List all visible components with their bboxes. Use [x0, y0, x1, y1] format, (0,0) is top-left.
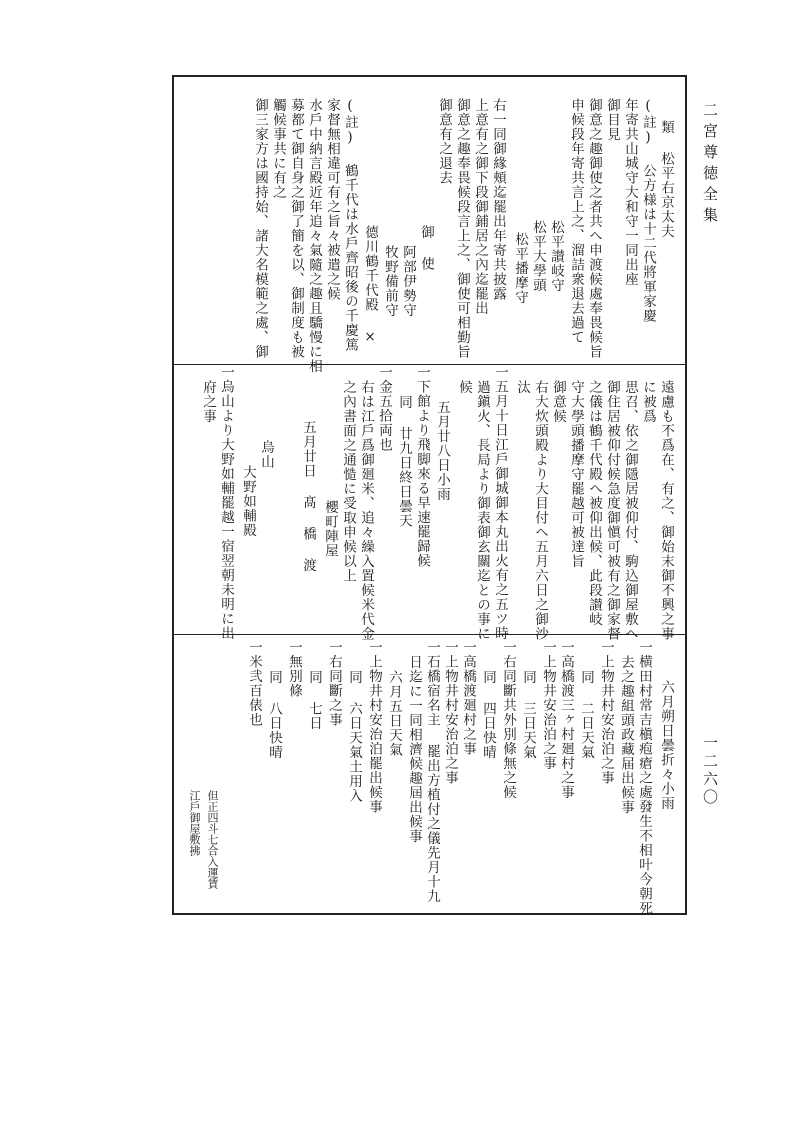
text-column: 同 三日天氣	[520, 670, 536, 760]
text-column: 櫻町陣屋	[322, 500, 338, 558]
text-column: 申候段年寄共言上之、溜詰衆退去過て	[568, 98, 584, 345]
text-column: 府之事	[200, 380, 216, 424]
text-column: 同 六日天氣土用入	[346, 670, 362, 803]
text-column: 一横田村常吉槇疱瘡之處發生不相叶今朝死	[636, 640, 652, 916]
text-column: 家督無相違可有之旨々被遣之候	[324, 98, 340, 301]
text-column: 御 使	[418, 225, 434, 271]
text-column: 守大學頭播摩守罷越可被達旨	[568, 380, 584, 569]
text-column: 阿部伊勢守	[400, 245, 416, 318]
text-column: 水戶中納言殿近年追々氣隨之趣且驕慢に相	[306, 98, 322, 374]
text-column: 募都て御自身之御了簡を以、御制度も被	[288, 98, 304, 359]
text-column: 上意有之御下段御鋪居之內迄罷出	[472, 98, 488, 316]
text-column: 一上物井村安治泊之事	[442, 640, 458, 785]
text-column: 汰	[514, 380, 530, 395]
text-column: 一下館より飛脚來る早速罷歸候	[414, 365, 430, 568]
text-column: 一上物井安治泊之事	[540, 640, 556, 771]
text-column: 一烏山より大野如輔罷越一宿翌朝未明に出	[218, 365, 234, 641]
text-column: 御目見	[604, 98, 620, 142]
text-column: 御意候	[550, 380, 566, 424]
text-column: 御住居被仰付候急度御愼可被有之御家督	[604, 380, 620, 641]
text-column: 一無別條	[286, 640, 302, 698]
text-column: 六月朔日曇折々小雨	[658, 680, 674, 811]
text-column: (註) 公方様は十二代將軍家慶	[640, 98, 656, 323]
text-column: 大野如輔殿	[240, 465, 256, 538]
text-column: 一金五拾両也	[376, 365, 392, 452]
text-column: 同 廿九日終日曇天	[396, 395, 412, 528]
text-column: 日迄に一同相濟候趣屆出候事	[406, 655, 422, 844]
text-column: 一上物井村安治泊之事	[598, 640, 614, 785]
text-column: 遠慮も不爲在、有之、御始末御不興之事	[658, 380, 674, 641]
text-column: 御意之趣御使之者共へ申渡候處奉畏候旨	[586, 98, 602, 359]
text-column: 之內書面之通慥に受取申候以上	[340, 380, 356, 583]
text-column: 六月五日天氣	[386, 670, 402, 757]
text-column: 一上物井村安治泊罷出候事	[366, 640, 382, 814]
text-column: 同 七日	[306, 670, 322, 731]
text-column: 年寄共山城守大和守一同出座	[622, 98, 638, 287]
text-column: 思召、依之御隱居被仰付、駒込御屋敷へ	[622, 380, 638, 641]
text-column: (註) 鶴千代は水戶齊昭後の千慶篤	[342, 98, 358, 352]
text-column: 右は江戶爲御廻米、追々繰入置候米代金	[358, 380, 374, 641]
text-column: 一米弐百俵也	[246, 640, 262, 727]
text-column: 右大炊頭殿より大目付へ五月六日之御沙	[532, 380, 548, 641]
text-column: 同 四日快晴	[480, 670, 496, 760]
text-column: 一石橋宿名主 罷出方植付之儀先月十九	[424, 640, 440, 904]
price-note-line-1: 但正四斗七合入運賃	[206, 790, 219, 889]
text-column: 同 八日快晴	[266, 670, 282, 760]
text-column: 一高橋渡廻村之事	[460, 640, 476, 756]
text-column: 御意之趣奉畏候段言上之、御使可相勤旨	[454, 98, 470, 359]
text-column: 之儀は鶴千代殿へ被仰出候、此段讃岐	[586, 380, 602, 627]
text-column: 觸候事共に有之	[270, 98, 286, 200]
text-column: 一右同斷之事	[326, 640, 342, 727]
price-note-line-2: 江戶御屋敷拂	[188, 790, 201, 856]
text-column: 候	[456, 380, 472, 395]
text-column: 同 二日天氣	[578, 670, 594, 760]
text-column: 牧野備前守	[382, 245, 398, 318]
text-column: 松平讃岐守	[548, 220, 564, 293]
text-column: 一右同斷共外別條無之候	[500, 640, 516, 800]
book-title: 二宮尊徳全集	[701, 102, 719, 228]
text-column: 德川鶴千代殿 ×	[362, 225, 378, 346]
text-column: 五月廿日 髙 橋 渡	[300, 420, 316, 573]
text-column: 五月廿八日小雨	[434, 400, 450, 502]
text-column: 松平播摩守	[512, 232, 528, 305]
text-column: 過鎭火、長局より御表御玄關迄との事に	[474, 380, 490, 641]
text-column: 右一同御緣頰迄罷出年寄共披露	[490, 98, 506, 301]
text-column: 松平大學頭	[530, 220, 546, 293]
text-column: 一高橋渡三ヶ村廻村之事	[558, 640, 574, 800]
text-column: 烏山	[258, 440, 274, 469]
text-column: 御三家方は國持始、諸大名模範之處、御	[252, 98, 268, 359]
text-column: に被爲	[640, 380, 656, 424]
text-column: 去之趣組頭政藏届出候事	[618, 655, 634, 815]
text-column: 御意有之退去	[436, 98, 452, 185]
text-column: 一五月十日江戶御城御本丸出火有之五ツ時	[492, 365, 508, 641]
page-number: 一二六〇	[701, 735, 719, 807]
text-column: 類 松平右京太夫	[658, 120, 674, 239]
